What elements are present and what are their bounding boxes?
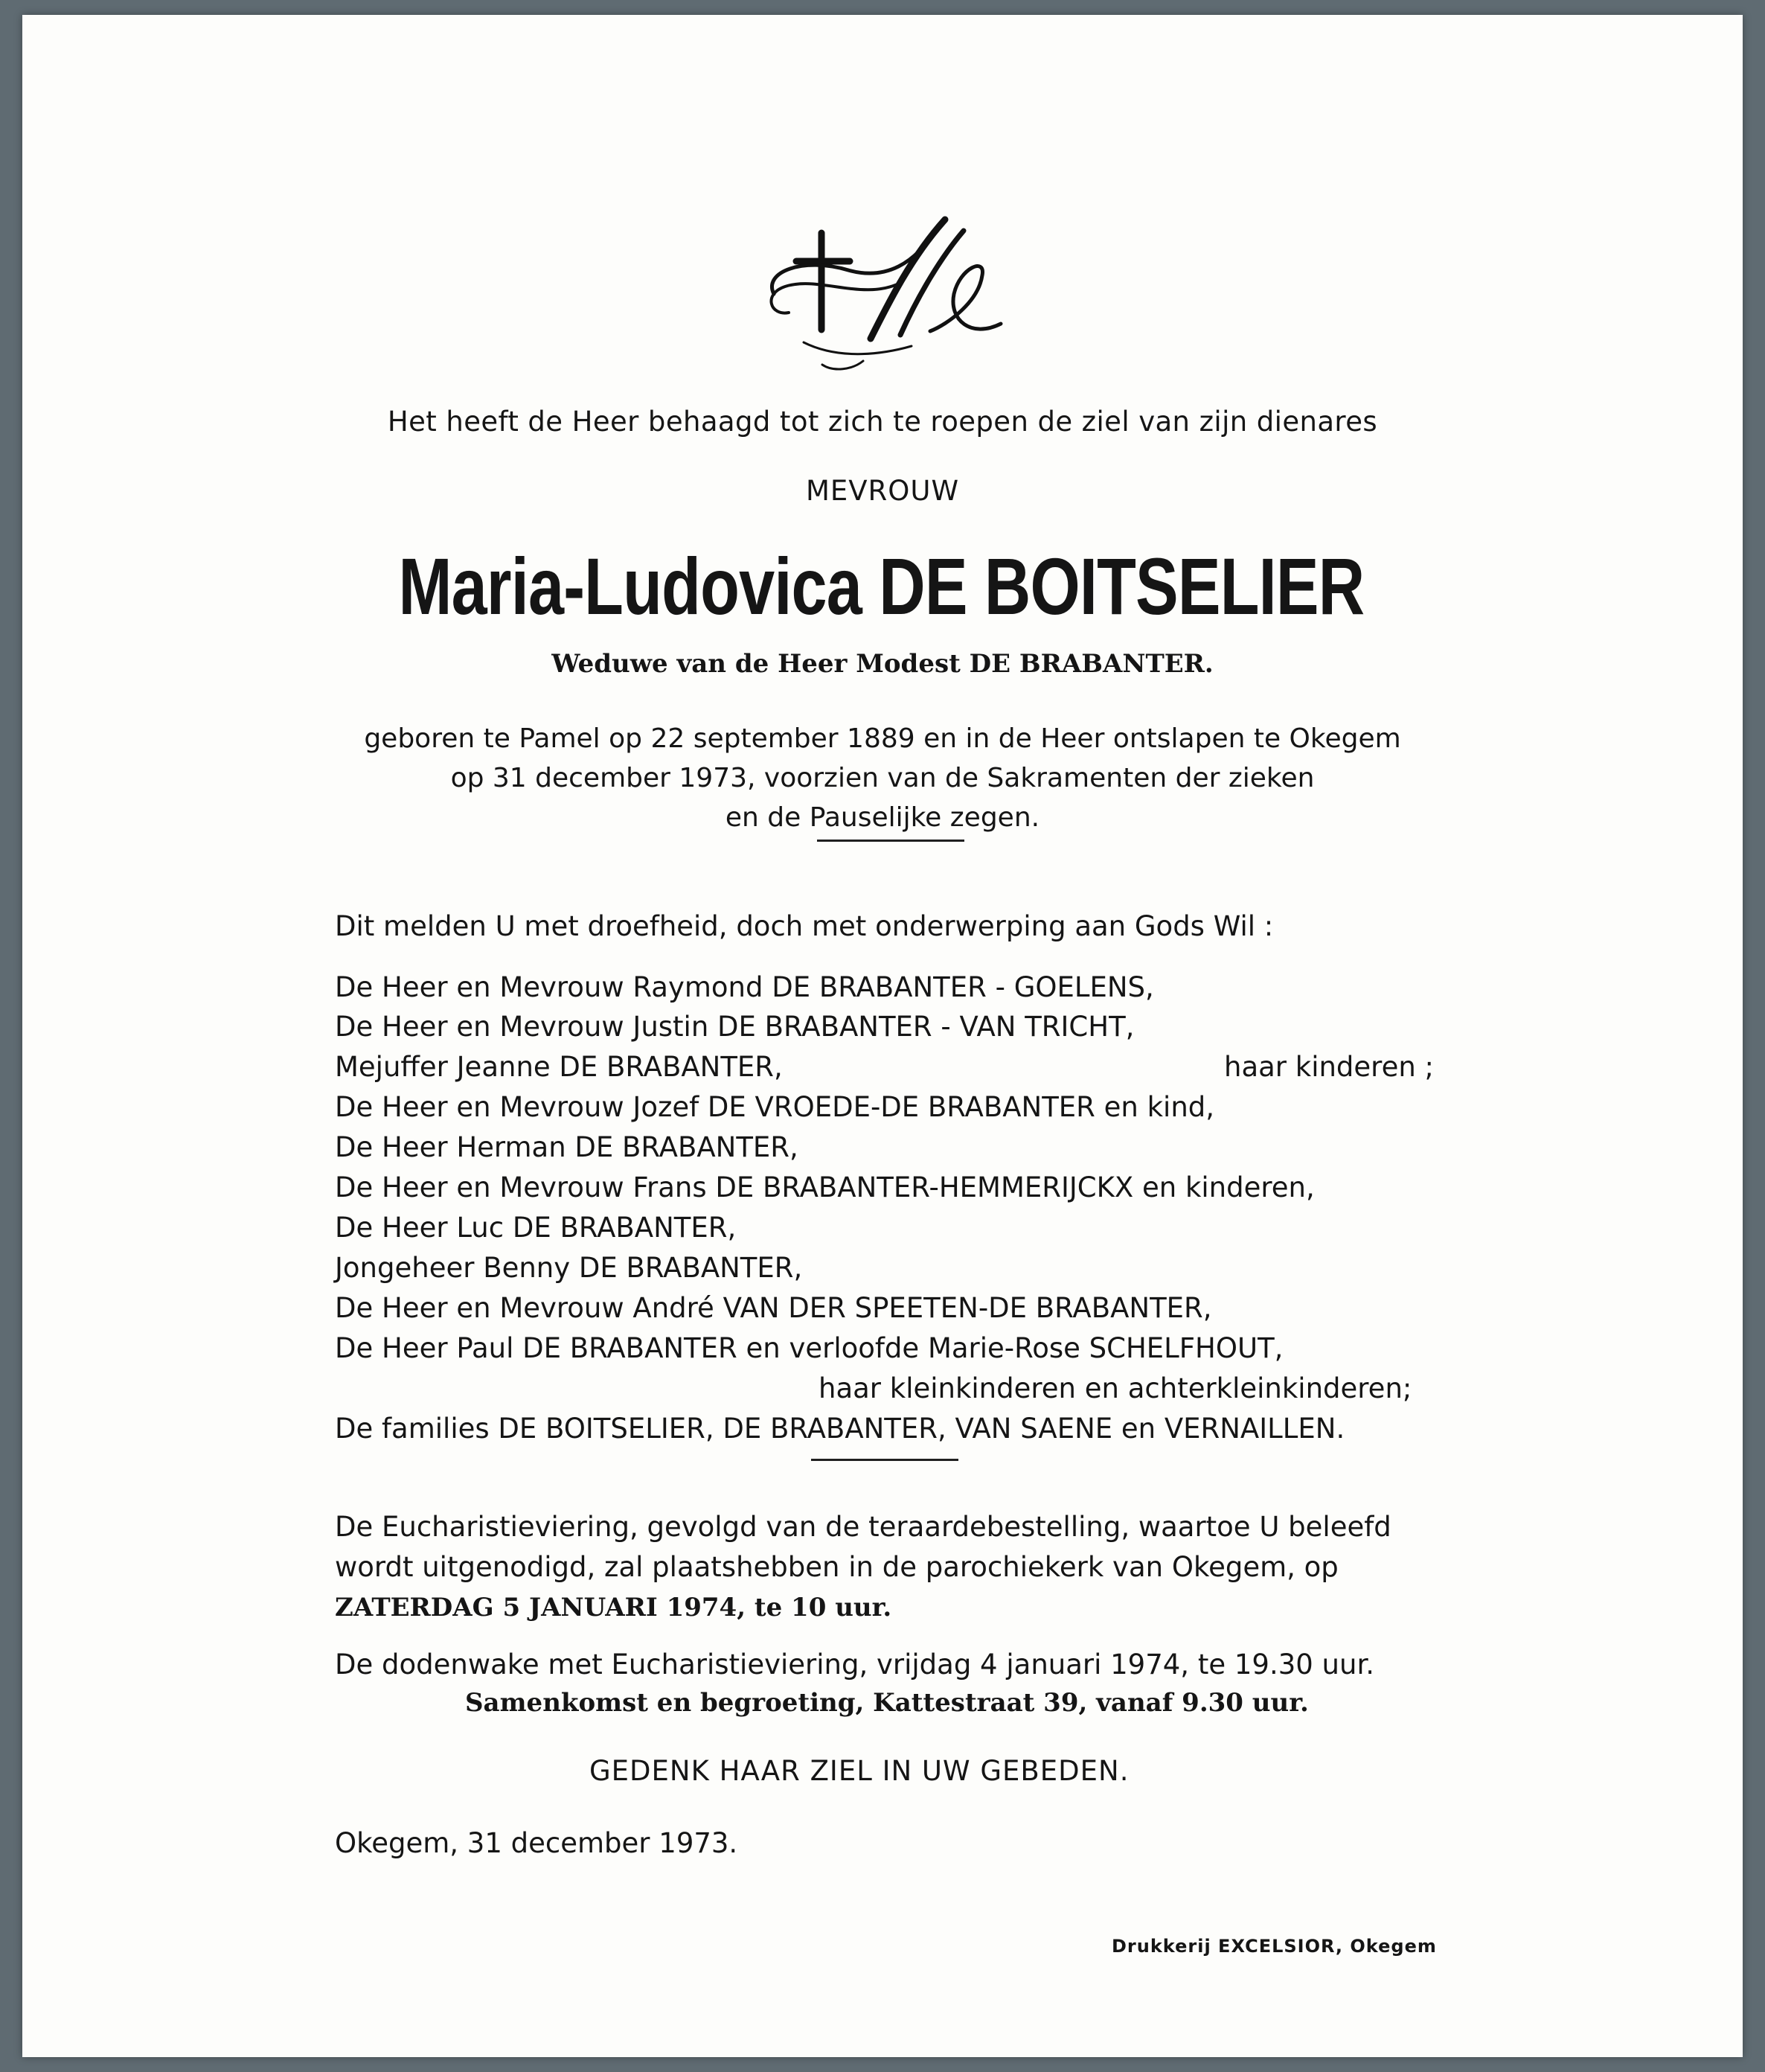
intro-text: Het heeft de Heer behaagd tot zich te roepen de ziel van zijn dienares	[387, 406, 1378, 438]
deceased-name: Maria-Ludovica DE BOITSELIER	[398, 541, 1365, 631]
grandchildren-label: haar kleinkinderen en achterkleinkinderen;	[819, 1372, 1412, 1404]
service-line: wordt uitgenodigd, zal plaatshebben in de parochiekerk van Okegem, op	[335, 1551, 1339, 1583]
family-line: De Heer Paul DE BRABANTER en verloofde Marie-Rose SCHELFHOUT,	[335, 1332, 1284, 1364]
family-line: De Heer en Mevrouw Frans DE BRABANTER-HEMMERIJCKX en kinderen,	[335, 1171, 1315, 1203]
birth-line: en de Pauselijke zegen.	[725, 802, 1040, 833]
service-line: De Eucharistieviering, gevolgd van de teraardebestelling, waartoe U beleefd	[335, 1511, 1391, 1543]
honorific-title: MEVROUW	[805, 475, 960, 507]
family-line: De Heer en Mevrouw Jozef DE VROEDE-DE BRABANTER en kind,	[335, 1091, 1215, 1123]
children-label: haar kinderen ;	[1224, 1051, 1435, 1083]
family-line: De Heer Herman DE BRABANTER,	[335, 1131, 798, 1163]
place-date: Okegem, 31 december 1973.	[335, 1827, 738, 1859]
mourning-card	[22, 15, 1743, 2057]
family-line: Jongeheer Benny DE BRABANTER,	[335, 1252, 803, 1284]
family-line: De Heer Luc DE BRABANTER,	[335, 1212, 737, 1244]
birth-line: op 31 december 1973, voorzien van de Sakramenten der zieken	[450, 763, 1315, 793]
announcement-text: Dit melden U met droefheid, doch met onderwerping aan Gods Wil :	[335, 910, 1274, 942]
wake-text: De dodenwake met Eucharistieviering, vrijdag 4 januari 1974, te 19.30 uur.	[335, 1649, 1375, 1681]
families-line: De families DE BOITSELIER, DE BRABANTER, VAN SAENE en VERNAILLEN.	[335, 1413, 1345, 1445]
family-line: De Heer en Mevrouw Justin DE BRABANTER - VAN TRICHT,	[335, 1011, 1135, 1043]
family-line: De Heer en Mevrouw Raymond DE BRABANTER - GOELENS,	[335, 971, 1154, 1003]
widow-of-text: Weduwe van de Heer Modest DE BRABANTER.	[551, 649, 1214, 679]
birth-line: geboren te Pamel op 22 september 1889 en in de Heer ontslapen te Okegem	[364, 723, 1401, 754]
cross-monogram-emblem	[759, 212, 1012, 383]
service-date: ZATERDAG 5 JANUARI 1974, te 10 uur.	[335, 1593, 892, 1622]
family-line: De Heer en Mevrouw André VAN DER SPEETEN-DE BRABANTER,	[335, 1292, 1212, 1324]
divider	[817, 840, 964, 842]
remember-text: GEDENK HAAR ZIEL IN UW GEBEDEN.	[589, 1755, 1130, 1787]
printer-credit: Drukkerij EXCELSIOR, Okegem	[1112, 1936, 1437, 1957]
gathering-text: Samenkomst en begroeting, Kattestraat 39, vanaf 9.30 uur.	[465, 1688, 1309, 1718]
divider	[811, 1459, 958, 1461]
family-line: Mejuffer Jeanne DE BRABANTER,	[335, 1051, 783, 1083]
